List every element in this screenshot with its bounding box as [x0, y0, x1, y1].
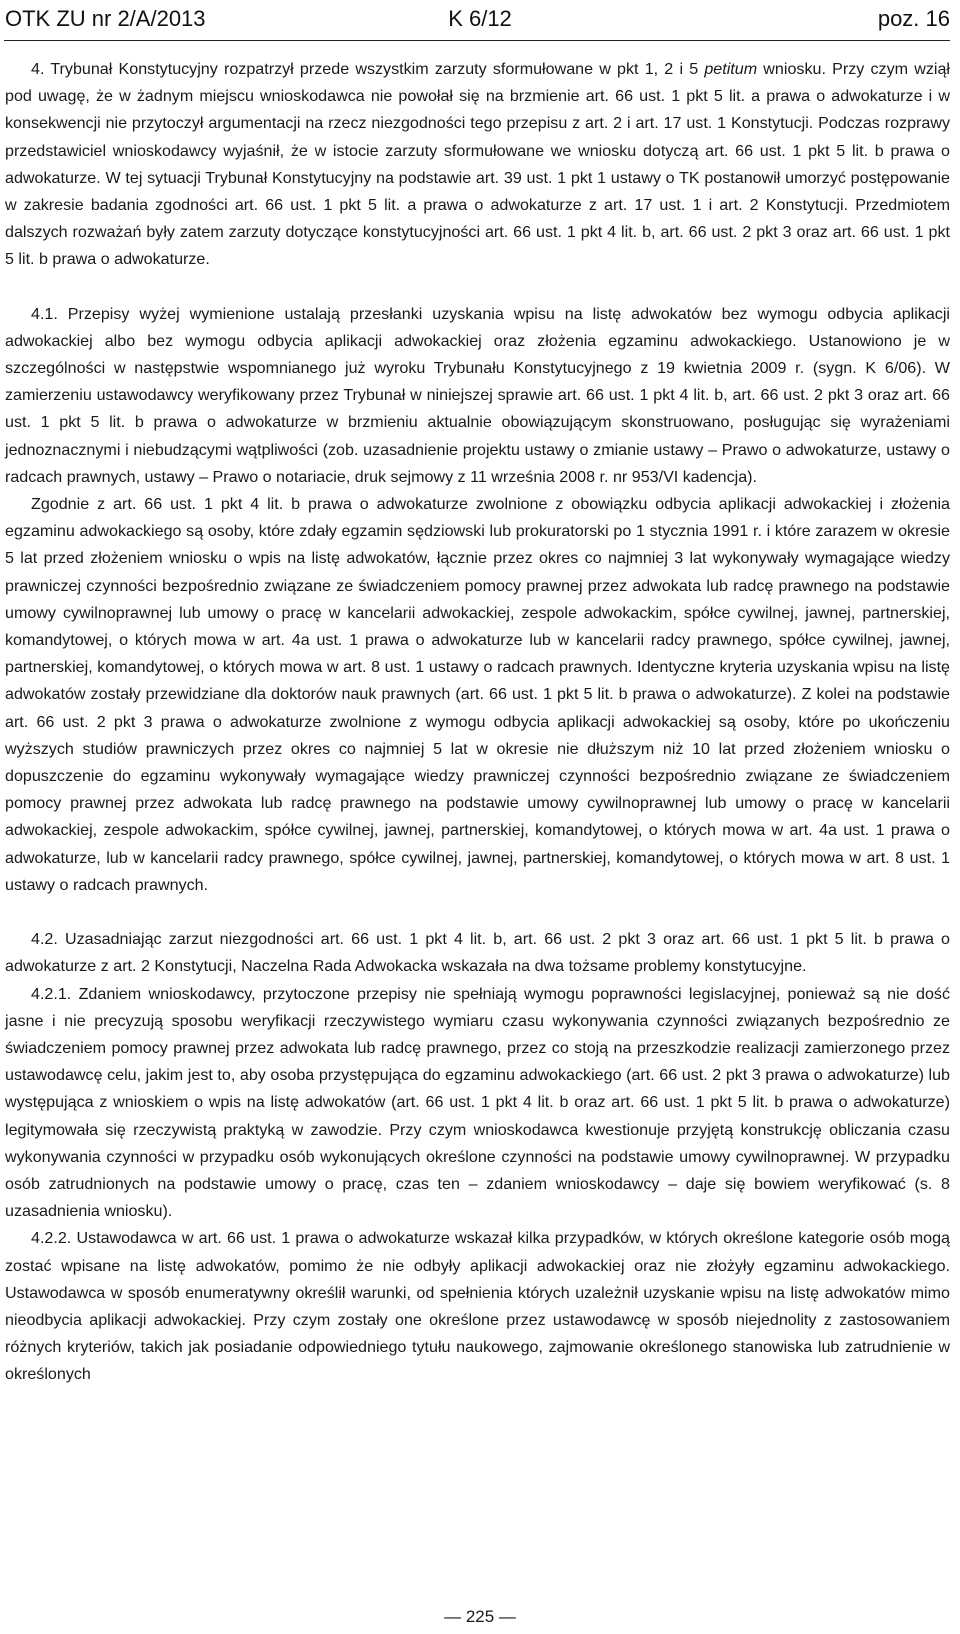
running-header [0, 0, 960, 38]
page-number: — 225 — [444, 1607, 516, 1626]
body-text [5, 56, 950, 1389]
paragraph-4-1-cont: Zgodnie z art. 66 ust. 1 pkt 4 lit. b prawa o adwokaturze zwolnione z obowiązku odbycia aplikacji adwokackiej i złożenia egzaminu adwokackiego są osoby, które zdały egzamin sędziowski lub prokuratorski po 1 stycznia 1991 r. i które zarazem w okresie 5 lat przed złożeniem wniosku o wpis na listę adwokatów, łącznie przez okres co najmniej 3 lat wykonywały wymagające wiedzy prawniczej czynności bezpośrednio związane ze świadczeniem pomocy prawnej przez adwokata lub radcę prawnego na podstawie umowy cywilnoprawnej lub umowy o pracę w kancelarii adwokackiej, zespole adwokackim, spółce cywilnej, jawnej, partnerskiej, komandytowej, o których mowa w art. 4a ust. 1 prawa o adwokaturze lub w kancelarii radcy prawnego, spółce cywilnej, jawnej, partnerskiej, komandytowej, o których mowa w art. 8 ust. 1 ustawy o radcach prawnych. Identyczne kryteria uzyskania wpisu na listę adwokatów zostały przewidziane dla doktorów nauk prawnych (art. 66 ust. 1 pkt 5 lit. b prawa o adwokaturze). Z kolei na podstawie art. 66 ust. 2 pkt 3 prawa o adwokaturze zwolnione z wymogu odbycia aplikacji adwokackiej są osoby, które po ukończeniu wyższych studiów prawniczych przez okres co najmniej 5 lat w okresie nie dłuższym niż 10 lat przed złożeniem wniosku o dopuszczenie do egzaminu wykonywały wymagające wiedzy prawniczej czynności bezpośrednio związane ze świadczeniem pomocy prawnej przez adwokata lub radcę prawnego na podstawie umowy cywilnoprawnej lub umowy o pracę w kancelarii adwokackiej, zespole adwokackim, spółce cywilnej, jawnej, partnerskiej, komandytowej, o których mowa w art. 4a ust. 1 prawa o adwokaturze, lub w kancelarii radcy prawnego, spółce cywilnej, jawnej, partnerskiej, komandytowej, o których mowa w art. 8 ust. 1 ustawy o radcach prawnych. [5, 495, 950, 894]
paragraph-4-text-cont: wniosku. Przy czym wziął pod uwagę, że w żadnym miejscu wnioskodawca nie powołał się na brzmienie art. 66 ust. 1 pkt 5 lit. a prawa o adwokaturze i w konsekwencji nie przytoczył argumentacji na rzecz niezgodności tego przepisu z art. 2 i art. 17 ust. 1 Konstytucji. Podczas rozprawy przedstawiciel wnioskodawcy wyjaśnił, że w istocie zarzuty sformułowane we wniosku dotyczą art. 66 ust. 1 pkt 5 lit. b prawa o adwokaturze. W tej sytuacji Trybunał Konstytucyjny na podstawie art. 39 ust. 1 pkt 1 ustawy o TK postanowił umorzyć postępowanie w zakresie badania zgodności art. 66 ust. 1 pkt 5 lit. a prawa o adwokaturze z art. 17 ust. 1 i art. 2 Konstytucji. Przedmiotem dalszych rozważań były zatem zarzuty dotyczące konstytucyjności art. 66 ust. 1 pkt 4 lit. b, art. 66 ust. 2 pkt 3 oraz art. 66 ust. 1 pkt 5 lit. b prawa o adwokaturze. [5, 60, 950, 269]
paragraph-4-2-2: 4.2.2. Ustawodawca w art. 66 ust. 1 prawa o adwokaturze wskazał kilka przypadków, w których określone kategorie osób mogą zostać wpisane na listę adwokatów, pomimo że nie odbyły aplikacji adwokackiej oraz nie złożyły egzaminu adwokackiego. Ustawodawca w sposób enumeratywny określił warunki, od spełnienia których uzależnił uzyskanie wpisu na listę adwokatów mimo nieodbycia aplikacji adwokackiej. Przy czym zostały one określone przez ustawodawcę w sposób niejednolity z zastosowaniem różnych kryteriów, takich jak posiadanie odpowiedniego tytułu naukowego, zajmowanie określonego stanowiska lub zatrudnienie w określonych [5, 1229, 950, 1384]
paragraph-4-1: 4.1. Przepisy wyżej wymienione ustalają przesłanki uzyskania wpisu na listę adwokatów bez wymogu odbycia aplikacji adwokackiej albo bez wymogu odbycia aplikacji adwokackiej oraz złożenia egzaminu adwokackiego. Ustanowiono je w szczególności w następstwie wspomnianego już wyroku Trybunału Konstytucyjnego z 19 kwietnia 2009 r. (sygn. K 6/06). W zamierzeniu ustawodawcy weryfikowany przez Trybunał w niniejszej sprawie art. 66 ust. 1 pkt 4 lit. b, art. 66 ust. 2 pkt 3 oraz art. 66 ust. 1 pkt 5 lit. b prawa o adwokaturze w brzmieniu aktualnie obowiązującym skonstruowano, posługując się wyrażeniami jednoznacznymi i niebudzącymi wątpliwości (zob. uzasadnienie projektu ustawy o zmianie ustawy – Prawo o adwokaturze, ustawy o radcach prawnych, ustawy – Prawo o notariacie, druk sejmowy z 11 września 2008 r. nr 953/VI kadencja). [5, 304, 950, 486]
paragraph-4-text: 4. Trybunał Konstytucyjny rozpatrzył przede wszystkim zarzuty sformułowane w pkt 1, 2 i 5 [31, 60, 705, 78]
paragraph-4 [5, 56, 950, 274]
header-divider [4, 40, 950, 41]
paragraph-4-2: 4.2. Uzasadniając zarzut niezgodności art. 66 ust. 1 pkt 4 lit. b, art. 66 ust. 2 pkt 3 oraz art. 66 ust. 1 pkt 5 lit. b prawa o adwokaturze z art. 2 Konstytucji, Naczelna Rada Adwokacka wskazała na dwa tożsame problemy konstytucyjne. [5, 930, 950, 976]
item-number: poz. 16 [877, 6, 950, 31]
paragraph-4-2-1: 4.2.1. Zdaniem wnioskodawcy, przytoczone przepisy nie spełniają wymogu poprawności legislacyjnej, ponieważ są nie dość jasne i nie precyzują sposobu weryfikacji rzeczywistego wymiaru czasu wykonywania czynności związanych bezpośrednio ze świadczeniem pomocy prawnej przez adwokata lub radcę prawnego, przez co stoją na przeszkodzie realizacji zamierzonego przez ustawodawcę celu, jakim jest to, aby osoba przystępująca do egzaminu adwokackiego (art. 66 ust. 2 pkt 3 prawa o adwokaturze) lub występująca z wnioskiem o wpis na listę adwokatów (art. 66 ust. 1 pkt 4 lit. b oraz art. 66 ust. 1 pkt 5 lit. b prawa o adwokaturze) legitymowała się rzeczywistą praktyką w zawodzie. Przy czym wnioskodawca kwestionuje przyjętą konstrukcję obliczania czasu wykonywania czynności w przypadku osób wykonujących określone czynności na podstawie umowy cywilnoprawnej. W przypadku osób zatrudnionych na podstawie umowy o pracę, czas ten – zdaniem wnioskodawcy – daje się bowiem weryfikować (s. 8 uzasadnienia wniosku). [5, 984, 950, 1221]
petitum-term: petitum [704, 60, 758, 78]
case-signature: K 6/12 [448, 6, 512, 31]
journal-reference: OTK ZU nr 2/A/2013 [5, 6, 206, 31]
